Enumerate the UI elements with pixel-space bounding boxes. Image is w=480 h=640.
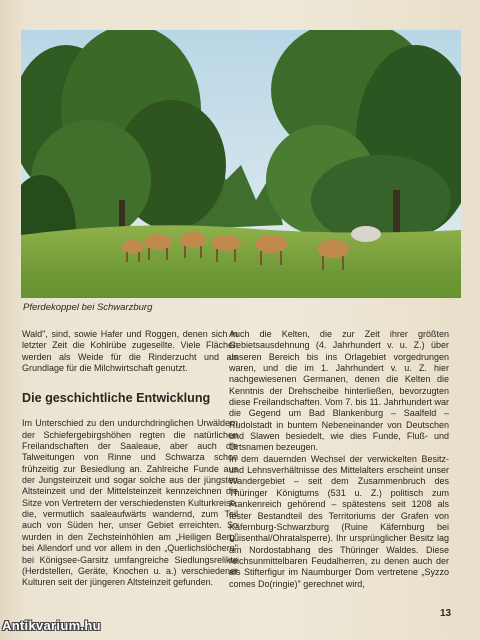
page-number: 13 — [440, 608, 452, 619]
photo-caption: Pferdekoppel bei Schwarzburg — [23, 302, 153, 313]
right-paragraph-2: In dem dauernden Wechsel der verwickelten Besitz- und Lehnsverhältnisse des Mittelalters erscheint unser Wandergebiet – seit dem Zusammenbruch des Thüringer Königtums (531 u. Z.) politisch zum Frankenreich gehörend – spätestens seit 1208 als fester Bestandteil des Territoriums der Grafen von Käfernburg-Schwarzburg (Ruine Käfernburg bei Luisenthal/Ohratalsperre). Ihr ursprünglicher Besitz lag am Nordostabhang des Thüringer Waldes. Diese reichsunmittelbaren Feudalherren, zu denen auch der als Stifterfigur im Naumburger Dom vertretene „Syzzo comes Do(ringie)" gerechnet wird, — [229, 453, 449, 589]
left-paragraph-2: Im Unterschied zu den undurchdringlichen Urwäldern der Schiefergebirgshöhen regten die natürlichen Freilandschaften der Saaleaue, aber auch die Talweitungen von Rinne und Schwarza schon frühzeitig zur Besiedlung an. Zahlreiche Funde aus der Jungsteinzeit und sogar solche aus der jüngsten Altsteinzeit und der Mittelsteinzeit kennzeichnen die Sitze von Vertretern der verschiedensten Kulturkreise, die, vermutlich saaleaufwärts wandernd, zum Teil auch von Süden her, unser Gebiet erreichten. So wurden in den Zechsteinhöhlen am „Heiligen Berg" bei Allendorf und vor allem in den „Querlichslöchern" bei Königsee-Garsitz umfangreiche Siedlungsrelikte (Herdstellen, Geräte, Knochen u. a.) verschiedener Kulturen seit der jüngeren Altsteinzeit gefunden. — [22, 418, 238, 588]
left-paragraph-1: Wald", sind, sowie Hafer und Roggen, denen sich in letzter Zeit die Kohlrübe zugesellte. Viele Flächen werden als Weide für die Rinderzucht und als Grundlage für die Milchwirtschaft genutzt. — [22, 329, 238, 374]
right-text-column — [229, 329, 449, 590]
right-paragraph-1: Auch die Kelten, die zur Zeit ihrer größten Gebietsausdehnung (4. Jahrhundert v. u. Z.) über unseren Bereich bis ins Orlagebiet vorgedrungen waren, und die im 1. Jahrhundert v. u. Z. hier nachgewiesenen Germanen, denen die Kelten die Kenntnis der Drehscheibe hinterließen, bevorzugten diese Freilandschaften. Vom 7. bis 11. Jahrhundert war die Gegend um Bad Blankenburg – Saalfeld – Rudolstadt in buntem Nebeneinander von Deutschen und Slawen besiedelt, wie dies Funde, Fluß- und Ortsnamen bezeugen. — [229, 329, 449, 453]
watermark-logo: Antikvarium.hu — [2, 618, 101, 633]
horse-pasture-photo — [21, 30, 461, 298]
photo-illustration — [21, 30, 461, 298]
section-heading: Die geschichtliche Entwicklung — [22, 391, 211, 406]
left-text-column — [22, 329, 238, 589]
